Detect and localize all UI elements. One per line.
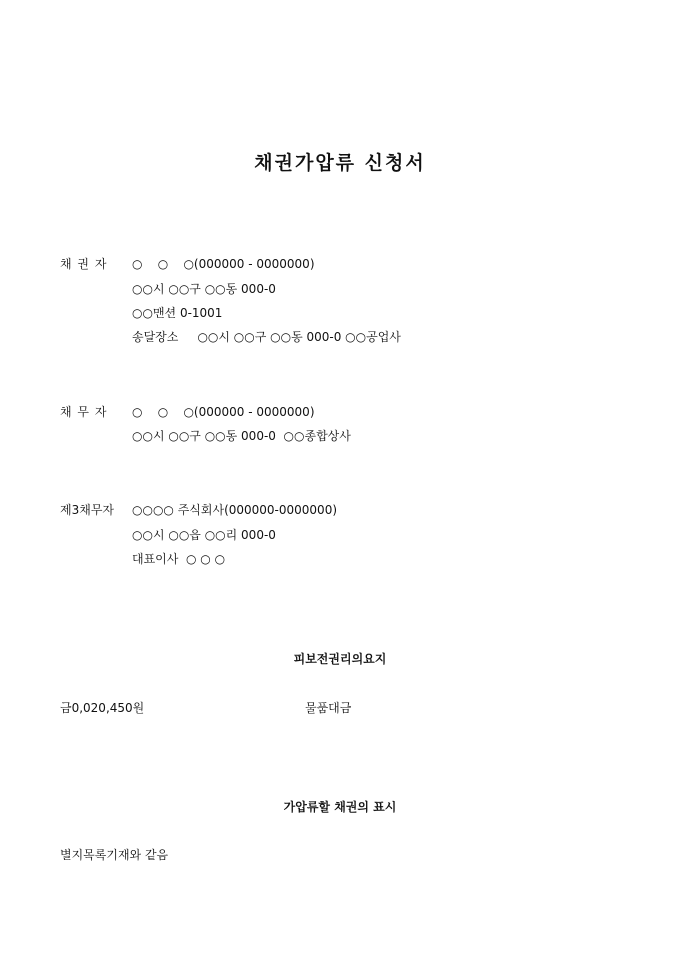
claim-description: 물품대금: [305, 701, 352, 715]
third-debtor-name-line: ○○○○ 주식회사(000000-0000000): [132, 503, 338, 517]
creditor-name-line: ○ ○ ○(000000 - 0000000): [132, 257, 315, 271]
creditor-label: 채 권 자: [60, 257, 108, 271]
third-debtor-address-line: ○○시 ○○읍 ○○리 000-0: [132, 528, 276, 542]
secured-claim-heading: 피보전권리의요지: [293, 652, 387, 666]
debtor-address-line: ○○시 ○○구 ○○동 000-0 ○○종합상사: [132, 429, 351, 443]
debtor-name-line: ○ ○ ○(000000 - 0000000): [132, 405, 315, 419]
creditor-address-line: ○○시 ○○구 ○○동 000-0: [132, 282, 276, 296]
creditor-address-detail: ○○맨션 0-1001: [132, 306, 223, 320]
third-debtor-representative: 대표이사 ○ ○ ○: [132, 552, 226, 566]
claim-amount: 금0,020,450원: [60, 701, 145, 715]
attached-claim-text: 별지목록기재와 같음: [60, 848, 169, 862]
creditor-delivery-address: 송달장소 ○○시 ○○구 ○○동 000-0 ○○공업사: [132, 330, 401, 344]
third-debtor-label: 제3채무자: [60, 503, 115, 517]
attached-claim-heading: 가압류할 채권의 표시: [283, 800, 397, 814]
debtor-label: 채 무 자: [60, 405, 108, 419]
document-title: 채권가압류 신청서: [254, 152, 426, 174]
